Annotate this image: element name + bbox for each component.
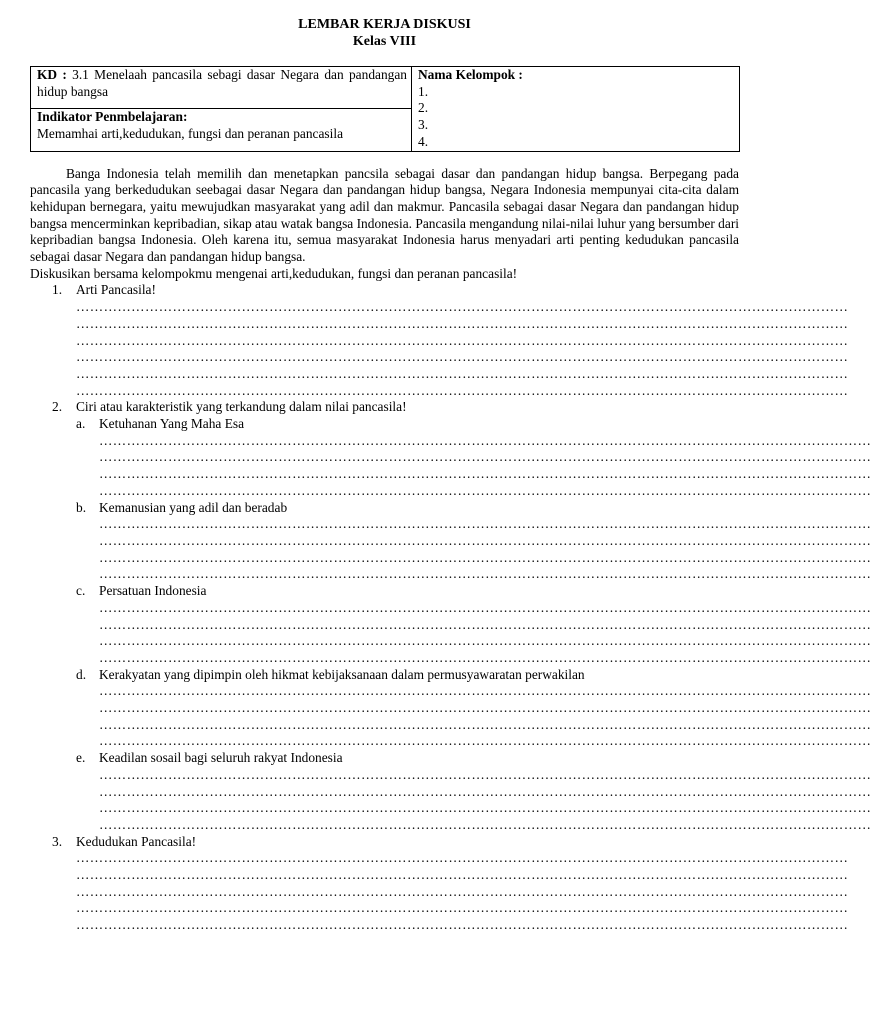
subitem <box>76 499 871 584</box>
intro-paragraph: Banga Indonesia telah memilih dan menetapkan pancsila sebagai dasar dan pandangan hidup bangsa. Berpegang pada pancasila yang berkedudukan seebagai dasar Negara dan pandangan hidup bangsa, Negara Indonesia mempunyai cita-cita dalam kehidupan bernegara, yaitu mewujudkan masyarakat yang adil dan makmur. Pancasila sebagai dasar Negara dan pandangan hidup bangsa mencerminkan kepribadian, sikap atau watak bangsa Indonesia. Pancasila mengandung nilai-nilai luhur yang bersumber dari kepribadian bangsa Indonesia. Oleh karena itu, semua masyarakat Indonesia harus menyadari arti penting kedudukan pancasila sebagai dasar Negara dan pandangan hidup bangsa. <box>30 165 739 265</box>
subitem-letter: a. <box>76 416 86 432</box>
answer-line[interactable]: …………………………………………………………………………………………………………………………………………………… <box>99 766 871 782</box>
answer-line[interactable]: …………………………………………………………………………………………………………………………………………………… <box>99 716 871 732</box>
group-member-slot[interactable]: 2. <box>418 100 429 116</box>
discussion-instruction: Diskusikan bersama kelompokmu mengenai arti,kedudukan, fungsi dan peranan pancasila! <box>30 265 518 281</box>
answer-line[interactable]: …………………………………………………………………………………………………………………………………………………… <box>99 649 871 665</box>
answer-line[interactable]: …………………………………………………………………………………………………………………………………………………… <box>99 616 871 632</box>
answer-line[interactable]: …………………………………………………………………………………………………………………………………………………… <box>99 683 871 699</box>
answer-line[interactable]: …………………………………………………………………………………………………………………………………………………… <box>76 382 849 398</box>
subitem-letter: c. <box>76 583 86 599</box>
question-item <box>30 282 849 399</box>
subitem-text: Kerakyatan yang dipimpin oleh hikmat kebijaksanaan dalam permusyawaratan perwakilan <box>99 666 585 682</box>
answer-line[interactable]: …………………………………………………………………………………………………………………………………………………… <box>76 917 849 933</box>
answer-line[interactable]: …………………………………………………………………………………………………………………………………………………… <box>76 850 849 866</box>
answer-line[interactable]: …………………………………………………………………………………………………………………………………………………… <box>99 449 871 465</box>
answer-line[interactable]: …………………………………………………………………………………………………………………………………………………… <box>99 466 871 482</box>
answer-line[interactable]: …………………………………………………………………………………………………………………………………………………… <box>99 599 871 615</box>
kd-cell <box>31 67 412 109</box>
answer-line[interactable]: …………………………………………………………………………………………………………………………………………………… <box>99 700 871 716</box>
question-item <box>30 833 849 934</box>
question-number: 3. <box>52 833 63 849</box>
subitem-letter: b. <box>76 499 87 515</box>
answer-line[interactable]: …………………………………………………………………………………………………………………………………………………… <box>99 733 871 749</box>
question-text: Arti Pancasila! <box>76 282 156 298</box>
subitem-letter: e. <box>76 750 86 766</box>
class-level: Kelas VIII <box>352 34 417 49</box>
subitem <box>76 750 871 834</box>
answer-line[interactable]: …………………………………………………………………………………………………………………………………………………… <box>99 633 871 649</box>
subitem-text: Persatuan Indonesia <box>99 583 207 599</box>
subitem-list <box>76 416 871 834</box>
subitem-text: Ketuhanan Yang Maha Esa <box>99 416 245 432</box>
answer-line[interactable]: …………………………………………………………………………………………………………………………………………………… <box>76 315 849 331</box>
answer-line[interactable]: …………………………………………………………………………………………………………………………………………………… <box>76 365 849 381</box>
answer-line[interactable]: …………………………………………………………………………………………………………………………………………………… <box>99 783 871 799</box>
question-text: Kedudukan Pancasila! <box>76 833 197 849</box>
answer-line[interactable]: …………………………………………………………………………………………………………………………………………………… <box>76 299 849 315</box>
question-list <box>30 282 871 933</box>
group-member-slot[interactable]: 1. <box>418 83 429 99</box>
indicator-cell <box>31 109 412 151</box>
answer-line[interactable]: …………………………………………………………………………………………………………………………………………………… <box>76 349 849 365</box>
kd-label: KD : <box>37 67 67 82</box>
indicator-text: Memamhai arti,kedudukan, fungsi dan peranan pancasila <box>37 125 344 141</box>
subitem-text: Kemanusian yang adil dan beradab <box>99 499 288 515</box>
worksheet-page <box>30 16 871 934</box>
kd-text: 3.1 Menelaah pancasila sebagi dasar Negara dan pandangan hidup bangsa <box>37 67 407 99</box>
question-text: Ciri atau karakteristik yang terkandung dalam nilai pancasila! <box>76 399 407 415</box>
subitem-text: Keadilan sosail bagi seluruh rakyat Indonesia <box>99 750 343 766</box>
group-cell <box>412 67 740 152</box>
answer-line[interactable]: …………………………………………………………………………………………………………………………………………………… <box>99 566 871 582</box>
answer-line[interactable]: …………………………………………………………………………………………………………………………………………………… <box>99 532 871 548</box>
subitem <box>76 583 871 667</box>
question-number: 2. <box>52 399 63 415</box>
group-member-slot[interactable]: 3. <box>418 117 429 133</box>
indicator-label: Indikator Penmbelajaran: <box>37 109 188 125</box>
answer-line[interactable]: …………………………………………………………………………………………………………………………………………………… <box>76 900 849 916</box>
answer-line[interactable]: …………………………………………………………………………………………………………………………………………………… <box>99 800 871 816</box>
answer-line[interactable]: …………………………………………………………………………………………………………………………………………………… <box>99 549 871 565</box>
answer-line[interactable]: …………………………………………………………………………………………………………………………………………………… <box>76 867 849 883</box>
answer-line[interactable]: …………………………………………………………………………………………………………………………………………………… <box>99 516 871 532</box>
answer-line[interactable]: …………………………………………………………………………………………………………………………………………………… <box>99 816 871 832</box>
answer-line[interactable]: …………………………………………………………………………………………………………………………………………………… <box>76 883 849 899</box>
answer-line[interactable]: …………………………………………………………………………………………………………………………………………………… <box>76 332 849 348</box>
question-number: 1. <box>52 282 63 298</box>
answer-line[interactable]: …………………………………………………………………………………………………………………………………………………… <box>99 482 871 498</box>
worksheet-title: LEMBAR KERJA DISKUSI <box>298 17 471 32</box>
group-member-slot[interactable]: 4. <box>418 133 429 149</box>
question-item <box>30 399 871 833</box>
subitem-letter: d. <box>76 666 87 682</box>
subitem <box>76 666 871 751</box>
group-label: Nama Kelompok : <box>418 67 523 82</box>
subitem <box>76 416 871 500</box>
info-table <box>30 66 740 152</box>
answer-line[interactable]: …………………………………………………………………………………………………………………………………………………… <box>99 432 871 448</box>
